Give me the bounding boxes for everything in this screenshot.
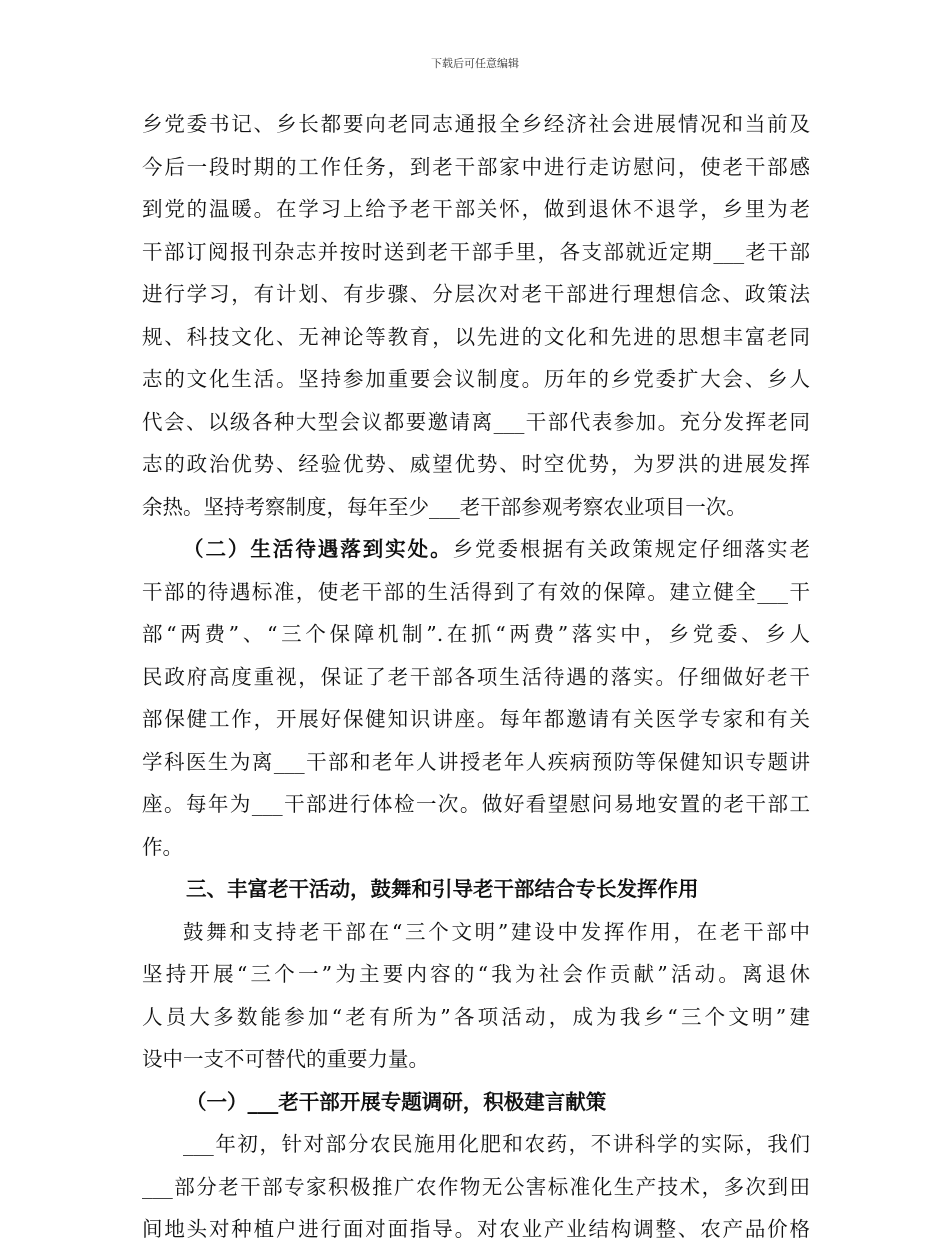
text-line: 间地头对种植户进行面对面指导。对农业产业结构调整、农产品价格 [142,1217,810,1241]
text-line: 规、科技文化、无神论等教育，以先进的文化和先进的思想丰富老同 [142,324,810,349]
text-line: 坚持开展“三个一”为主要内容的“我为社会作贡献”活动。离退休 [142,962,810,986]
text-line: ___年初，针对部分农民施用化肥和农药，不讲科学的实际，我们 [183,1132,810,1156]
subsection-paragraph-start [142,528,810,571]
text-line: 人员大多数能参加“老有所为”各项活动，成为我乡“三个文明”建 [142,1004,810,1029]
page-header: 下载后可任意编辑 [431,57,519,70]
text-line: 今后一段时期的工作任务，到老干部家中进行走访慰问，使老干部感 [142,154,810,179]
text-line: 座。每年为___干部进行体检一次。做好看望慰问易地安置的老干部工 [142,792,810,816]
text-line: 志的政治优势、经验优势、威望优势、时空优势，为罗洪的进展发挥 [142,452,810,476]
text-line: 民政府高度重视，保证了老干部各项生活待遇的落实。仔细做好老干 [142,664,810,689]
text-line: 志的文化生活。坚持参加重要会议制度。历年的乡党委扩大会、乡人 [142,367,810,391]
text-line: 鼓舞和支持老干部在“三个文明”建设中发挥作用，在老干部中 [183,919,810,944]
text-line: 到党的温暖。在学习上给予老干部关怀，做到退休不退学，乡里为老 [142,197,810,221]
text-line: 干部的待遇标准，使老干部的生活得到了有效的保障。建立健全___干 [142,579,810,604]
section-heading: 三、丰富老干活动，鼓舞和引导老干部结合专长发挥作用 [186,877,699,901]
document-body [142,103,810,1251]
text-run: 乡党委根据有关政策规定仔细落实老 [452,537,810,561]
text-line: 乡党委书记、乡长都要向老同志通报全乡经济社会进展情况和当前及 [142,112,810,136]
text-line: 进行学习，有计划、有步骤、分层次对老干部进行理想信念、政策法 [142,282,810,306]
text-line: 学科医生为离___干部和老年人讲授老年人疾病预防等保健知识专题讲 [142,749,810,774]
subsection-heading: （二）生活待遇落到实处。 [183,537,453,561]
text-line: 设中一支不可替代的重要力量。 [142,1047,429,1071]
text-line: 干部订阅报刊杂志并按时送到老干部手里，各支部就近定期___老干部 [142,239,810,264]
text-line: 部“两费”、“三个保障机制”.在抓“两费”落实中，乡党委、乡人 [142,622,810,646]
text-line: 代会、以级各种大型会议都要邀请离___干部代表参加。充分发挥老同 [142,409,810,434]
text-line: ___部分老干部专家积极推广农作物无公害标准化生产技术，多次到田 [142,1174,810,1199]
text-line: 作。 [142,834,183,859]
text-line: 部保健工作，开展好保健知识讲座。每年都邀请有关医学专家和有关 [142,707,810,731]
subsection-heading: （一）___老干部开展专题调研，积极建言献策 [186,1089,607,1114]
text-line: 余热。坚持考察制度，每年至少___老干部参观考察农业项目一次。 [142,494,747,519]
